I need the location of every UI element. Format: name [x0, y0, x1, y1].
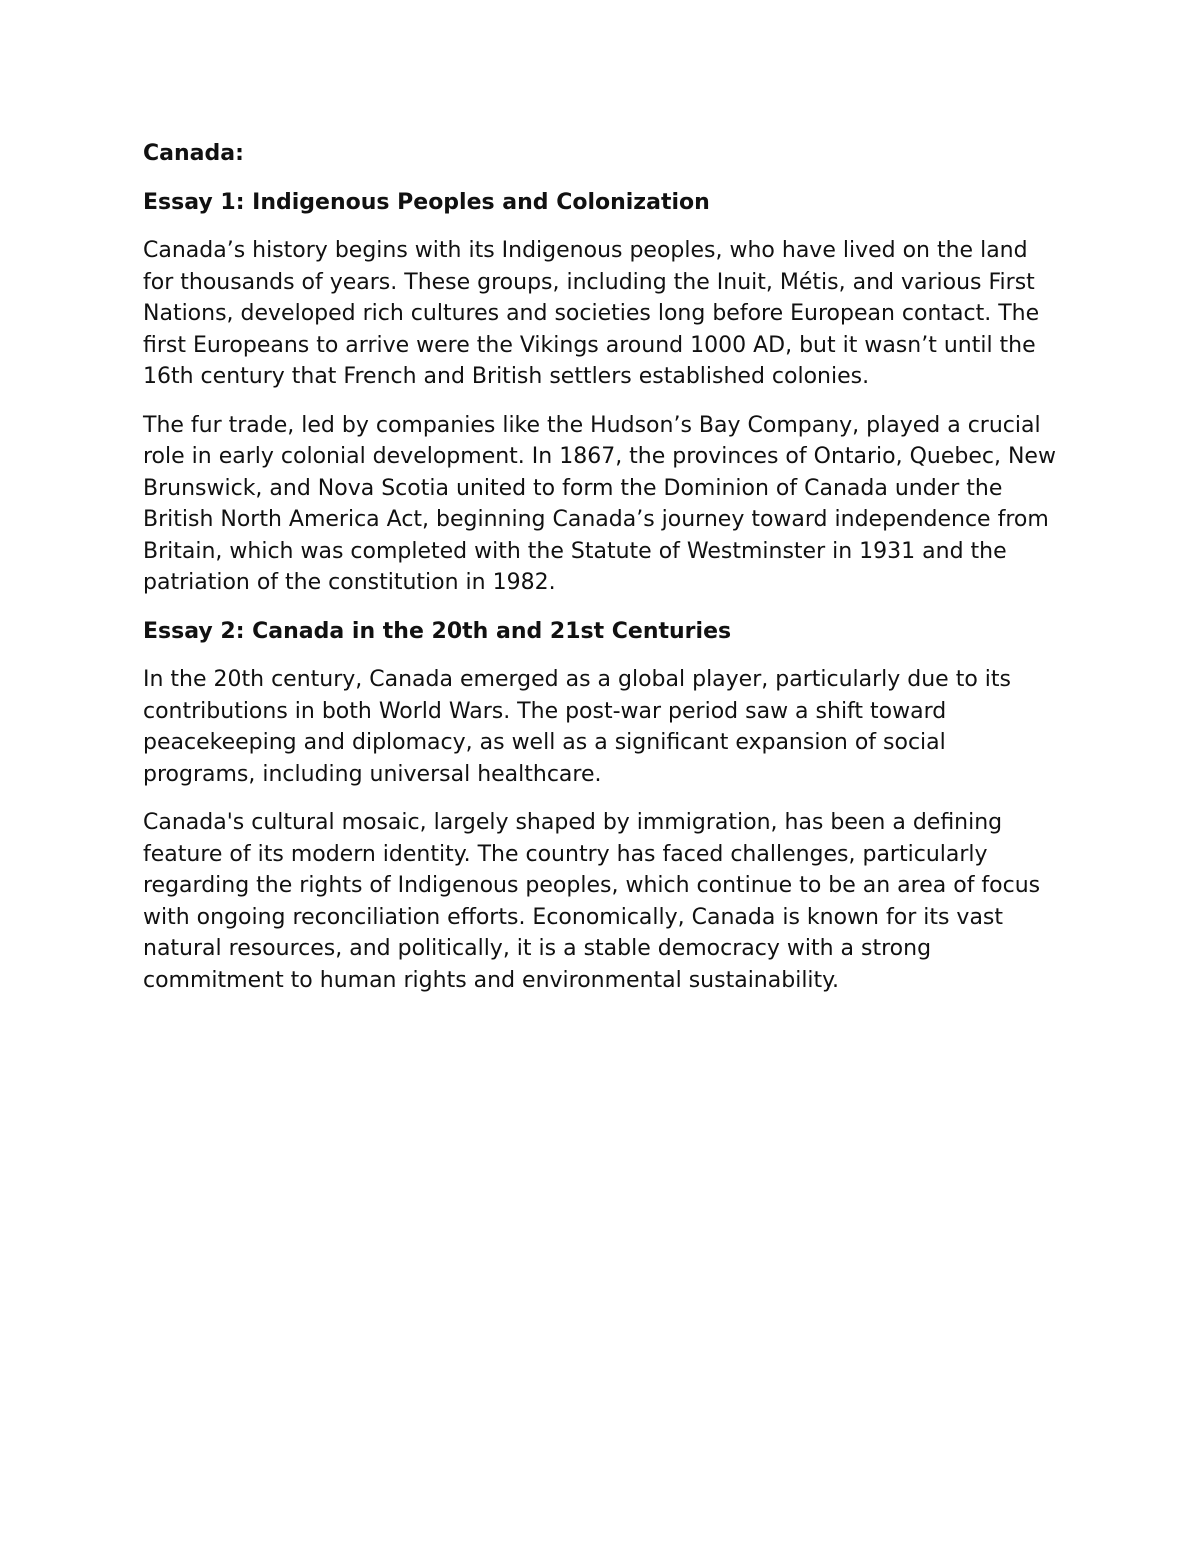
- essay-1-heading: Essay 1: Indigenous Peoples and Colonization: [143, 189, 710, 215]
- essay-1-paragraph-2: The fur trade, led by companies like the Hudson’s Bay Company, played a crucial role in early colonial development. In 1867, the provinces of Ontario, Quebec, New Brunswick, and Nova Scotia united to form the Dominion of Canada under the British North America Act, beginning Canada’s journey toward independence from Britain, which was completed with the Statute of Westminster in 1931 and the patriation of the constitution in 1982.: [143, 412, 1056, 595]
- essay-1-section: [143, 187, 1058, 599]
- essay-2-heading: Essay 2: Canada in the 20th and 21st Centuries: [143, 618, 732, 644]
- essay-2-paragraph-2: Canada's cultural mosaic, largely shaped by immigration, has been a defining feature of its modern identity. The country has faced challenges, particularly regarding the rights of Indigenous peoples, which continue to be an area of focus with ongoing reconciliation efforts. Economically, Canada is known for its vast natural resources, and politically, it is a stable democracy with a strong commitment to human rights and environmental sustainability.: [143, 810, 1041, 993]
- essay-2-paragraph-1: In the 20th century, Canada emerged as a global player, particularly due to its contributions in both World Wars. The post-war period saw a shift toward peacekeeping and diplomacy, as well as a significant expansion of social programs, including universal healthcare.: [143, 667, 1011, 787]
- essay-1-paragraph-1: Canada’s history begins with its Indigenous peoples, who have lived on the land for thousands of years. These groups, including the Inuit, Métis, and various First Nations, developed rich cultures and societies long before European contact. The first Europeans to arrive were the Vikings around 1000 AD, but it wasn’t until the 16th century that French and British settlers established colonies.: [143, 238, 1040, 389]
- document-title: Canada:: [143, 141, 244, 166]
- document-page: [143, 138, 1058, 1013]
- essay-2-section: [143, 616, 1058, 997]
